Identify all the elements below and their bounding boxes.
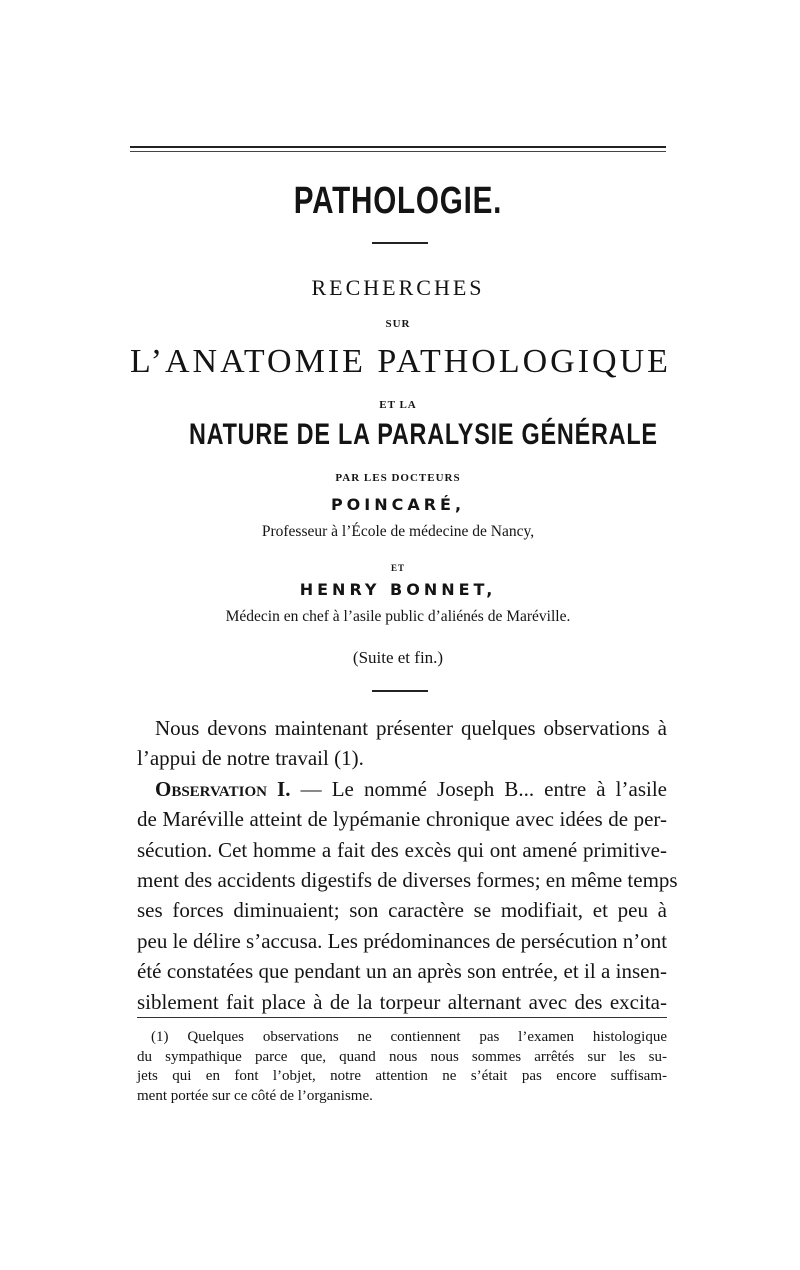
footnote-line: (1) Quelques observations ne contiennent pas l’examen histologique bbox=[151, 1029, 667, 1045]
author-affiliation-2: Médecin en chef à l’asile public d’aliénés de Maréville. bbox=[225, 608, 571, 625]
observation-heading-line bbox=[137, 774, 667, 804]
section-title: PATHOLOGIE. bbox=[293, 180, 503, 222]
header-rule bbox=[130, 146, 666, 152]
footnote-line: du sympathique parce que, quand nous nous sommes arrêtés sur les su- bbox=[137, 1048, 667, 1065]
body-line: été constatées que pendant un an après son entrée, et il a insen- bbox=[137, 959, 667, 984]
observation-label: Observation I. bbox=[155, 776, 291, 801]
footnote-line: ment portée sur ce côté de l’organisme. bbox=[137, 1087, 373, 1104]
body-line: siblement fait place à de la torpeur alternant avec des excita- bbox=[137, 989, 667, 1014]
article-title-line-3: L’ANATOMIE PATHOLOGIQUE bbox=[130, 343, 671, 380]
body-divider bbox=[372, 690, 428, 692]
body-line: Nous devons maintenant présenter quelques observations à bbox=[155, 716, 667, 740]
footnote-rule bbox=[137, 1017, 667, 1018]
article-title-line-2: SUR bbox=[385, 318, 411, 330]
body-line: ment des accidents digestifs de diverses formes; en même temps bbox=[137, 867, 678, 892]
article-title-line-5: NATURE DE LA PARALYSIE GÉNÉRALE bbox=[188, 418, 658, 451]
author-affiliation-1: Professeur à l’École de médecine de Nancy, bbox=[261, 523, 535, 540]
continuation-note: (Suite et fin.) bbox=[352, 648, 444, 667]
article-title-line-1: RECHERCHES bbox=[311, 275, 485, 300]
body-line: peu le délire s’accusa. Les prédominances de persécution n’ont bbox=[137, 928, 668, 953]
body-line: sécution. Cet homme a fait des excès qui ont amené primitive- bbox=[137, 837, 667, 862]
body-line: de Maréville atteint de lypémanie chronique avec idées de per- bbox=[137, 807, 667, 832]
footnote-line: jets qui en font l’objet, notre attention ne s’était pas encore suffisam- bbox=[137, 1068, 667, 1084]
title-divider bbox=[372, 242, 428, 244]
observation-first-line: — Le nommé Joseph B... entre à l’asile bbox=[290, 776, 667, 801]
body-line: l’appui de notre travail (1). bbox=[137, 746, 364, 771]
footnote bbox=[137, 1028, 667, 1106]
author-name-2: HENRY BONNET, bbox=[299, 580, 497, 599]
body-line: ses forces diminuaient; son caractère se modifiait, et peu à bbox=[137, 898, 667, 923]
author-name-1: POINCARÉ, bbox=[330, 495, 466, 514]
body-text bbox=[137, 713, 678, 1017]
article-title-line-4: ET LA bbox=[379, 399, 417, 411]
byline-intro: PAR LES DOCTEURS bbox=[335, 472, 461, 484]
byline-conjunction: ET bbox=[390, 563, 405, 573]
